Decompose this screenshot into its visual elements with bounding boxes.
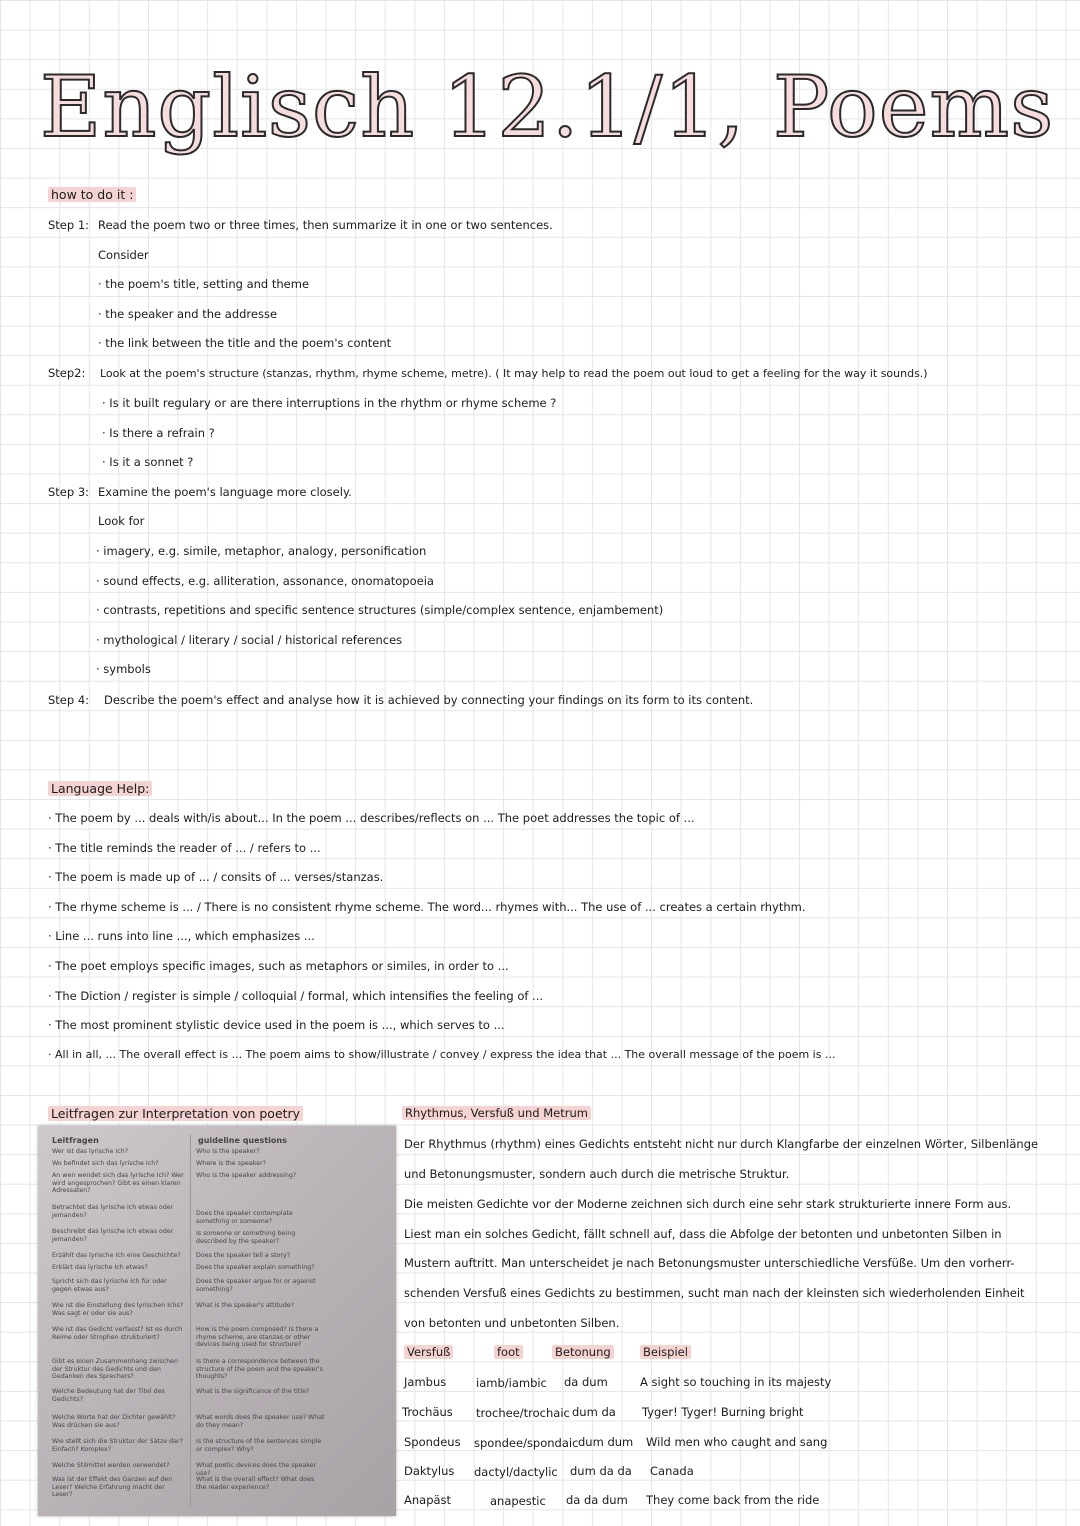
table-cell: Spondeus [404,1435,461,1449]
rhythmus-paragraph-line: Liest man ein solches Gedicht, fällt schnell auf, dass die Abfolge der betonten und unbetonten Silben in [404,1227,1002,1241]
table-cell: Trochäus [402,1405,453,1419]
step2-item: · Is it built regulary or are there interruptions in the rhythm or rhyme scheme ? [102,396,557,410]
rhythmus-paragraph-line: Die meisten Gedichte vor der Moderne zeichnen sich durch eine sehr stark strukturierte innere Form aus. [404,1197,1012,1211]
photo-row-left: Spricht sich das lyrische Ich für oder gegen etwas aus? [52,1278,167,1293]
language-help-line: · The poem by ... deals with/is about... In the poem ... describes/reflects on ... The poet addresses the topic of ... [48,811,695,825]
table-cell: Daktylus [404,1464,455,1478]
photo-row-left: Erzählt das lyrische Ich eine Geschichte? [52,1252,181,1259]
table-cell: Anapäst [404,1493,452,1507]
photo-row-left: Welche Bedeutung hat der Titel des Gedichts? [52,1388,165,1403]
step3-item: · mythological / literary / social / historical references [96,633,403,647]
photo-row-right: Does the speaker explain something? [196,1264,315,1271]
photo-row-right: What is the speaker's attitude? [196,1302,295,1309]
language-help-line: · The poet employs specific images, such as metaphors or similes, in order to ... [48,959,509,973]
table-cell: spondee/spondaic [474,1436,579,1450]
rhythmus-heading: Rhythmus, Versfuß und Metrum [402,1105,591,1122]
table-cell: dum da [572,1405,616,1419]
table-cell: Canada [650,1464,694,1478]
table-header-versfuss: Versfuß [404,1344,453,1360]
photo-row-right: Does the speaker contemplate something or someone? [196,1210,293,1225]
language-help-line: · The title reminds the reader of ... / refers to ... [48,841,321,855]
table-cell: A sight so touching in its majesty [640,1375,832,1389]
photo-row-left: Welche Worte hat der Dichter gewählt? Was drücken sie aus? [52,1414,176,1429]
table-cell: dactyl/dactylic [474,1465,558,1479]
leitfragen-heading: Leitfragen zur Interpretation von poetry [48,1105,303,1122]
step3-label: Step 3: [48,485,90,499]
step2-text: Look at the poem's structure (stanzas, rhythm, rhyme scheme, metre). ( It may help to read the poem out loud to get a feeling for the way it sounds.) [100,367,928,380]
table-cell: iamb/iambic [476,1376,547,1390]
photo-divider [190,1134,191,1506]
photo-row-left: Gibt es einen Zusammenhang zwischen der Struktur des Gedichts und den Gedanken des Sprechers? [52,1358,178,1380]
step4-label: Step 4: [48,693,90,707]
rhythmus-paragraph-line: schenden Versfuß eines Gedichts zu bestimmen, sucht man nach der kleinsten sich wiederholenden Einheit [404,1286,1025,1300]
photo-row-left: Wie ist die Einstellung des lyrischen Ichs? Was sagt er oder sie aus? [52,1302,184,1317]
step3-item: · contrasts, repetitions and specific sentence structures (simple/complex sentence, enjambement) [96,603,664,617]
step1-item: · the link between the title and the poem's content [98,336,392,350]
table-header-betonung: Betonung [552,1344,614,1360]
rhythmus-paragraph-line: Der Rhythmus (rhythm) eines Gedichts entsteht nicht nur durch Klangfarbe der einzelnen Wörter, Silbenlänge [404,1137,1039,1151]
leitfragen-photo [38,1126,396,1516]
photo-row-right: Is the structure of the sentences simple or complex? Why? [196,1438,322,1453]
photo-row-right: What words does the speaker use? What do they mean? [196,1414,325,1429]
table-cell: dum da da [570,1464,632,1478]
photo-row-left: Welche Stilmittel werden verwendet? [52,1462,170,1469]
rhythmus-paragraph-line: und Betonungsmuster, sondern auch durch die metrische Struktur. [404,1167,790,1181]
step1-consider: Consider [98,248,149,262]
photo-row-right: Is someone or something being described by the speaker? [196,1230,296,1245]
step2-item: · Is there a refrain ? [102,426,215,440]
table-cell: They come back from the ride [646,1493,820,1507]
photo-row-left: Beschreibt das lyrische Ich etwas oder jemanden? [52,1228,174,1243]
table-cell: Wild men who caught and sang [646,1435,828,1449]
photo-row-right: What poetic devices does the speaker use? [196,1462,317,1477]
photo-row-right: What is the significance of the title? [196,1388,310,1395]
step1-item: · the poem's title, setting and theme [98,277,310,291]
photo-row-right: Is there a correspondence between the structure of the poem and the speaker's thoughts? [196,1358,323,1380]
photo-row-left: An wen wendet sich das lyrische Ich? Wer wird angesprochen? Gibt es einen klaren Adressaten? [52,1172,184,1194]
step2-item: · Is it a sonnet ? [102,455,194,469]
table-header-foot: foot [494,1344,523,1360]
photo-row-right: Does the speaker tell a story? [196,1252,291,1259]
photo-row-right: How is the poem composed? Is there a rhyme scheme, are stanzas or other devices being used for structure? [196,1326,319,1348]
photo-row-right: Who is the speaker? [196,1148,260,1155]
page-title: Englisch 12.1/1, Poems [40,58,1055,156]
photo-row-left: Wer ist das lyrische Ich? [52,1148,129,1155]
language-help-line: · The most prominent stylistic device used in the poem is ..., which serves to ... [48,1018,505,1032]
step2-label: Step2: [48,366,86,380]
language-help-heading: Language Help: [48,780,152,797]
language-help-line: · The Diction / register is simple / colloquial / formal, which intensifies the feeling of ... [48,989,544,1003]
how-to-heading: how to do it : [48,186,136,203]
table-cell: dum dum [578,1435,634,1449]
photo-row-left: Wo befindet sich das lyrische Ich? [52,1160,159,1167]
step3-item: · symbols [96,662,151,676]
photo-row-left: Wie stellt sich die Struktur der Sätze dar? Einfach? Komplex? [52,1438,183,1453]
step3-item: · imagery, e.g. simile, metaphor, analogy, personification [96,544,427,558]
step3-look: Look for [98,514,145,528]
language-help-line: · All in all, ... The overall effect is ... The poem aims to show/illustrate / convey / express the idea that ... The overall message of the poem is ... [48,1048,836,1061]
photo-col-right: guideline questions [198,1136,287,1145]
rhythmus-paragraph-line: Mustern auftritt. Man unterscheidet je nach Betonungsmuster unterschiedliche Versfüße. Um den vorherr- [404,1256,1015,1270]
table-cell: da da dum [566,1493,628,1507]
table-cell: anapestic [490,1494,546,1508]
photo-row-right: Does the speaker argue for or against something? [196,1278,316,1293]
step3-item: · sound effects, e.g. alliteration, assonance, onomatopoeia [96,574,434,588]
photo-row-right: Who is the speaker addressing? [196,1172,297,1179]
table-cell: da dum [564,1375,608,1389]
photo-row-left: Erklärt das lyrische Ich etwas? [52,1264,148,1271]
step1-text: Read the poem two or three times, then summarize it in one or two sentences. [98,218,553,232]
step4-text: Describe the poem's effect and analyse how it is achieved by connecting your findings on its form to its content. [104,693,754,707]
photo-col-left: Leitfragen [52,1136,99,1145]
table-cell: trochee/trochaic [476,1406,570,1420]
step1-item: · the speaker and the addresse [98,307,278,321]
photo-row-left: Betrachtet das lyrische Ich etwas oder jemanden? [52,1204,174,1219]
rhythmus-paragraph-line: von betonten und unbetonten Silben. [404,1316,620,1330]
photo-row-right: What is the overall effect? What does the reader experience? [196,1476,315,1491]
language-help-line: · The rhyme scheme is ... / There is no consistent rhyme scheme. The word... rhymes with... The use of ... creates a certain rhythm. [48,900,806,914]
language-help-line: · Line ... runs into line ..., which emphasizes ... [48,929,315,943]
language-help-line: · The poem is made up of ... / consits of ... verses/stanzas. [48,870,384,884]
photo-row-left: Wie ist das Gedicht verfasst? Ist es durch Reime oder Strophen strukturiert? [52,1326,183,1341]
table-cell: Jambus [404,1375,447,1389]
table-cell: Tyger! Tyger! Burning bright [642,1405,804,1419]
step3-text: Examine the poem's language more closely. [98,485,352,499]
table-header-beispiel: Beispiel [640,1344,691,1360]
photo-row-right: Where is the speaker? [196,1160,267,1167]
step1-label: Step 1: [48,218,90,232]
photo-row-left: Was ist der Effekt des Ganzen auf den Leser? Welche Erfahrung macht der Leser? [52,1476,173,1498]
